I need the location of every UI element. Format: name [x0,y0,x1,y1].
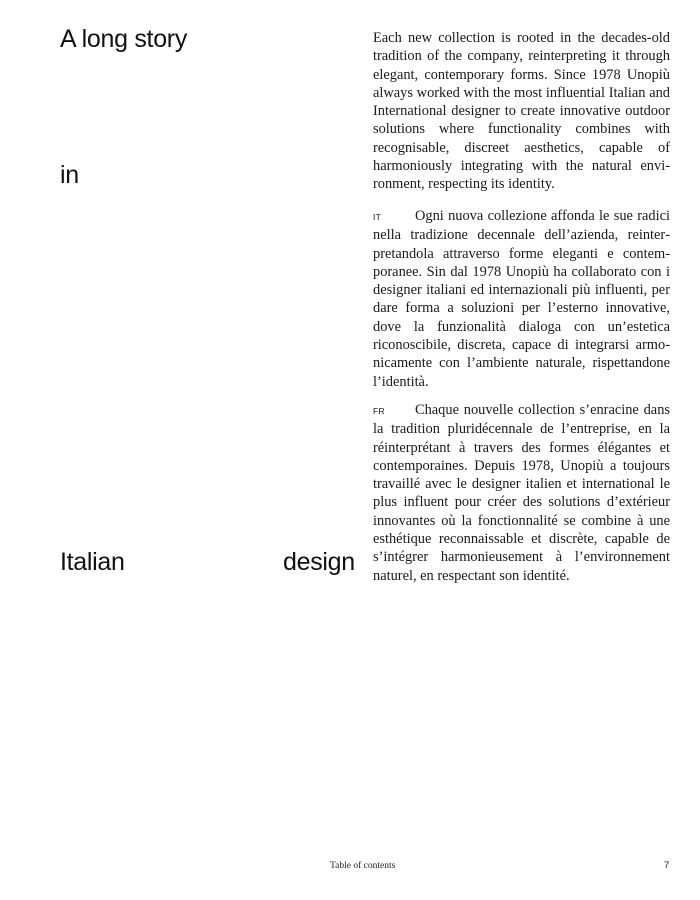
headline-line-2: in [60,161,79,189]
footer-table-of-contents-link[interactable]: Table of contents [330,861,396,871]
paragraph-english [373,29,670,194]
paragraph-english-text: Each new collection is rooted in the decades-old tradition of the company, reinterpreting it through elegant, contemporary forms. Since 1978 Unopiù always worked with the most influential Italian and International designer to create innovative outdoor solutions where functionality combines with recognisable, discreet aesthetics, capable of harmoniously integrating with the natural environment, respecting its identity. [373,30,670,193]
paragraph-italian [373,207,670,391]
headline-line-3-left: Italian [60,548,125,576]
headline-line-1: A long story [60,25,188,53]
paragraph-french-text: Chaque nouvelle collection s’enracine dans la tradition pluridécennale de l’entreprise, en la réinterprétant à travers des formes élégantes et contemporaines. Depuis 1978, Unopiù a toujours travaillé avec le designer italien et international le plus influent pour créer des solutions d’extérieur innovantes où la fonctionnalité se combine à une esthétique reconnaissable et discrète, capable de s’intégrer harmonieusement à l’environnement naturel, en respectant son identité. [373,402,670,584]
paragraph-french [373,401,670,585]
headline-line-3-right: design [283,548,355,576]
page-number: 7 [664,860,670,871]
language-tag-it: IT [373,212,382,222]
language-tag-fr: FR [373,406,385,416]
paragraph-italian-text: Ogni nuova collezione affonda le sue radici nella tradizione decennale dell’azienda, reinterpretandola attraverso forme eleganti e contemporanee. Sin dal 1978 Unopiù ha collaborato con i designer italiani ed internazionali più influenti, per dare forma a soluzioni per l’esterno innovative, dove la funzionalità dialoga con un’estetica riconoscibile, discreta, capace di integrarsi armonicamente con l’ambiente naturale, rispettandone l’identità. [373,208,670,390]
